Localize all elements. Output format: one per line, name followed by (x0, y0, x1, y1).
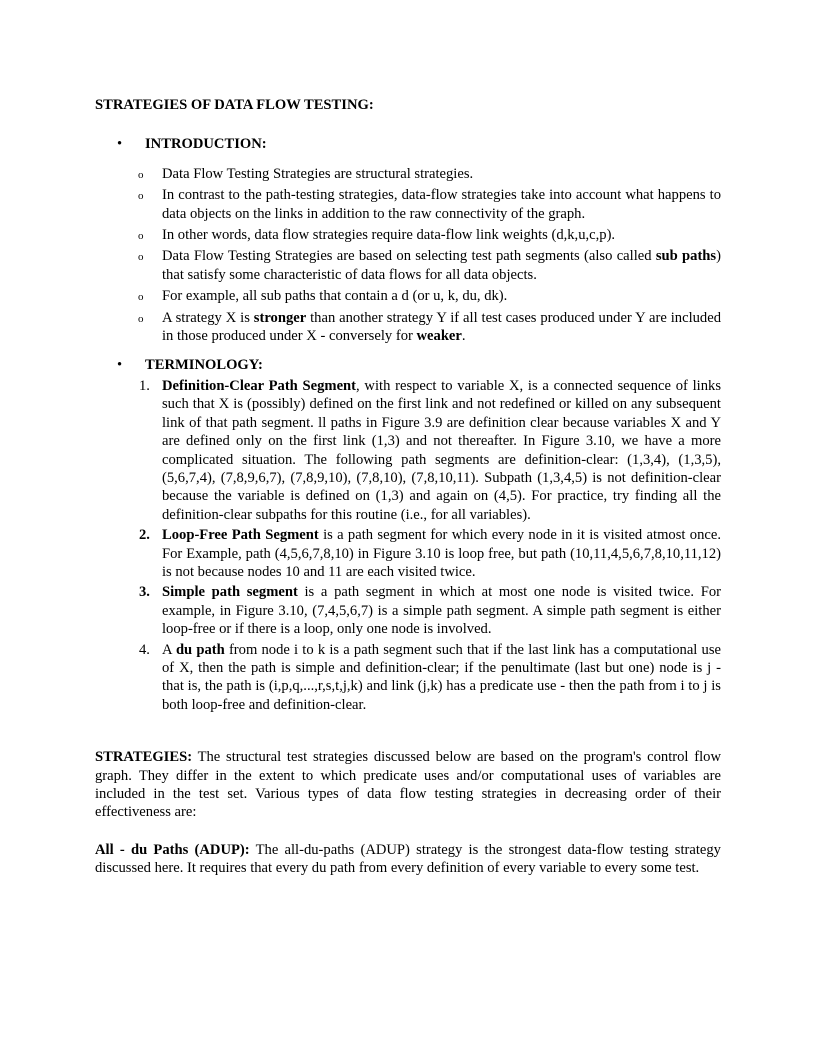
introduction-list (95, 165, 721, 346)
bullet-icon: • (117, 136, 123, 153)
terminology-list (95, 377, 721, 714)
list-item: o Data Flow Testing Strategies are based on selecting test path segments (also called sub paths) that satisfy some characteristic of data flows for all data objects. (138, 248, 721, 283)
bullet-icon: • (117, 357, 123, 374)
list-item: o In contrast to the path-testing strategies, data-flow strategies take into account what happens to data objects on the links in addition to the raw connectivity of the graph. (138, 187, 721, 222)
document-page (95, 96, 721, 878)
circle-bullet-icon: o (138, 230, 144, 243)
circle-bullet-icon: o (138, 251, 144, 264)
list-item: 3. Simple path segment is a path segment in which at most one node is visited twice. For example, in Figure 3.10, (7,4,5,6,7) is a simple path segment. A simple path segment is either loop-free or if there is a loop, only one node is involved. (139, 584, 721, 638)
introduction-section (117, 135, 721, 153)
list-item: o A strategy X is stronger than another strategy Y if all test cases produced under Y are included in those produced under X - conversely for weaker. (138, 309, 721, 345)
list-item: o For example, all sub paths that contain a d (or u, k, du, dk). (162, 287, 721, 305)
list-item: 2. Loop-Free Path Segment is a path segment for which every node in it is visited atmost once. For Example, path (4,5,6,7,8,10) in Figure 3.10 is loop free, but path (10,11,4,5,6,7,8,10,11,12) is not because nodes 10 and 11 are each visited twice. (139, 527, 721, 580)
circle-bullet-icon: o (138, 190, 144, 203)
list-item: o In other words, data flow strategies require data-flow link weights (d,k,u,c,p). (162, 226, 721, 244)
circle-bullet-icon: o (138, 291, 144, 304)
list-item: o Data Flow Testing Strategies are structural strategies. (162, 165, 721, 183)
adup-paragraph: All - du Paths (ADUP): The all-du-paths (ADUP) strategy is the strongest data-flow testing strategy discussed here. It requires that every du path from every definition of every variable to every some test. (95, 841, 721, 877)
circle-bullet-icon: o (138, 168, 144, 181)
page-title: STRATEGIES OF DATA FLOW TESTING: (95, 97, 374, 113)
list-item: 4. A du path from node i to k is a path segment such that if the last link has a computational use of X, then the path is simple and definition-clear; if the penultimate (last but one) node is j - that is, the path is (i,p,q,...,r,s,t,j,k) and link (j,k) has a predicate use - then the path from i to j is both loop-free and definition-clear. (139, 641, 721, 713)
introduction-heading: • INTRODUCTION: (117, 136, 267, 153)
strategies-paragraph: STRATEGIES: The structural test strategies discussed below are based on the program's control flow graph. They differ in the extent to which predicate uses and/or computational uses of variables are included in the test set. Various types of data flow testing strategies in decreasing order of their effectiveness are: (95, 749, 721, 821)
list-item: 1. Definition-Clear Path Segment, with respect to variable X, is a connected sequence of links such that X is (possibly) defined on the first link and not redefined or killed on any subsequent link of that path segment. ll paths in Figure 3.9 are definition clear because variables X and Y are defined only on the first link (1,3) and not thereafter. In Figure 3.10, we have a more complicated situation. The following path segments are definition-clear: (1,3,4), (1,3,5), (5,6,7,4), (7,8,9,6,7), (7,8,9,10), (7,8,10), (7,8,10,11). Subpath (1,3,4,5) is not definition-clear because the variable is defined on (1,3) and again on (4,5). For practice, try finding all the definition-clear subpaths for this routine (i.e., for all variables). (139, 377, 722, 523)
circle-bullet-icon: o (138, 312, 144, 325)
terminology-section (117, 356, 721, 374)
terminology-heading: • TERMINOLOGY: (117, 357, 263, 374)
